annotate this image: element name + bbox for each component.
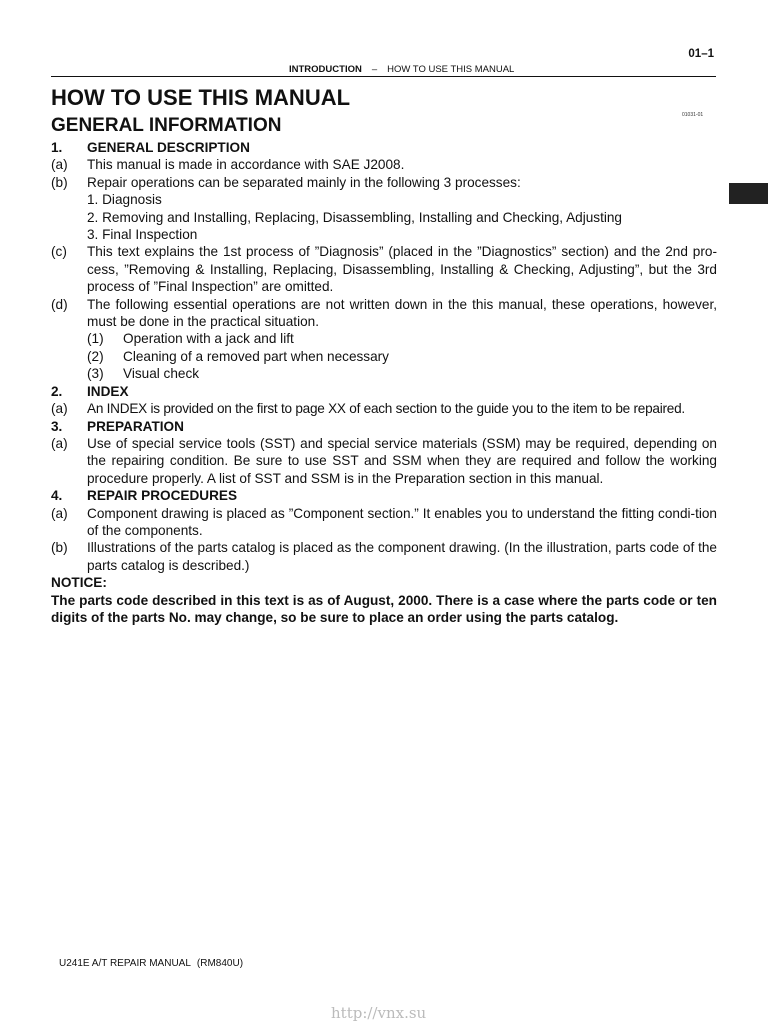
header-section: INTRODUCTION	[289, 64, 362, 75]
section-heading	[51, 487, 717, 504]
notice-text: The parts code described in this text is as of August, 2000. There is a case where the parts code or ten digits of the parts No. may change, so be sure to place an order using the parts catalog.	[51, 592, 717, 625]
section-number: 4.	[51, 488, 63, 504]
footer-manual-code: (RM840U)	[196, 958, 244, 969]
figure-code: 01031-01	[682, 112, 704, 118]
body-text	[51, 139, 717, 626]
running-header	[289, 64, 514, 75]
item-marker: (d)	[51, 296, 68, 312]
page-subtitle: GENERAL INFORMATION	[51, 115, 282, 136]
item-text: Repair operations can be separated mainly in the following 3 processes:	[87, 174, 521, 190]
step-marker: (3)	[87, 366, 104, 382]
item-marker: (b)	[51, 174, 68, 190]
section-heading-text: REPAIR PROCEDURES	[87, 488, 238, 504]
process-list-item	[51, 191, 717, 208]
header-dash: –	[371, 64, 378, 75]
paragraph-item	[51, 505, 717, 540]
section-heading	[51, 383, 717, 400]
process-list-item	[51, 226, 717, 243]
step-item	[87, 348, 717, 365]
step-marker: (1)	[87, 331, 104, 347]
step-text: Cleaning of a removed part when necessary	[123, 348, 389, 364]
item-marker: (a)	[51, 401, 68, 417]
section-heading-text: PREPARATION	[87, 418, 184, 434]
process-text: 2. Removing and Installing, Replacing, Disassembling, Installing and Checking, Adjusting	[87, 209, 622, 225]
process-text: 1. Diagnosis	[87, 192, 162, 208]
notice-title: NOTICE:	[51, 575, 107, 591]
step-item	[87, 365, 717, 382]
step-item	[87, 330, 717, 347]
footer	[59, 958, 243, 969]
item-marker: (b)	[51, 540, 68, 556]
page-number: 01–1	[688, 48, 714, 60]
paragraph-item	[51, 243, 717, 295]
page-title: HOW TO USE THIS MANUAL	[51, 85, 351, 110]
item-text: Component drawing is placed as ”Component section.” It enables you to understand the fitting condi-tion of the components.	[87, 505, 717, 538]
paragraph-item	[51, 400, 717, 417]
paragraph-item	[51, 174, 717, 191]
step-text: Visual check	[123, 366, 200, 382]
watermark: http://vnx.su	[331, 1004, 427, 1022]
section-number: 2.	[51, 383, 63, 399]
section-number: 3.	[51, 418, 63, 434]
paragraph-item	[51, 296, 717, 331]
item-marker: (a)	[51, 435, 68, 451]
item-text: The following essential operations are not written down in the this manual, these operations, however, must be done in the practical situation.	[87, 296, 717, 330]
paragraph-item	[51, 156, 717, 173]
step-text: Operation with a jack and lift	[123, 331, 294, 347]
section-heading-text: GENERAL DESCRIPTION	[87, 140, 250, 155]
section-side-tab	[729, 183, 768, 204]
section-heading	[51, 139, 717, 156]
header-topic: HOW TO USE THIS MANUAL	[387, 64, 515, 75]
item-text: An INDEX is provided on the first to page XX of each section to the guide you to the item to be repaired.	[87, 401, 685, 417]
step-marker: (2)	[87, 348, 104, 364]
footer-manual-title: U241E A/T REPAIR MANUAL	[59, 958, 191, 969]
section-number: 1.	[51, 140, 63, 155]
process-list-item	[51, 209, 717, 226]
section-heading-text: INDEX	[87, 383, 129, 399]
section-heading	[51, 418, 717, 435]
item-text: Use of special service tools (SST) and special service materials (SSM) may be required, depending on the repairing condition. Be sure to use SST and SSM when they are required and follow the working procedure properly. A list of SST and SSM is in the Preparation section in this manual.	[87, 435, 717, 486]
item-marker: (a)	[51, 505, 68, 521]
item-text: This manual is made in accordance with SAE J2008.	[87, 157, 405, 173]
header-rule	[51, 76, 716, 77]
paragraph-item	[51, 539, 717, 574]
paragraph-item	[51, 435, 717, 487]
item-marker: (a)	[51, 157, 68, 173]
process-text: 3. Final Inspection	[87, 227, 198, 243]
item-text: Illustrations of the parts catalog is placed as the component drawing. (In the illustration, parts code of the parts catalog is described.)	[87, 540, 717, 573]
item-text: This text explains the 1st process of ”Diagnosis” (placed in the ”Diagnostics” section) and the 2nd pro-cess, ”Removing & Installing, Replacing, Disassembling, Installing & Checking, Adjusting”, but the 3rd process of ”Final Inspection” are omitted.	[87, 244, 717, 295]
item-marker: (c)	[51, 244, 67, 260]
